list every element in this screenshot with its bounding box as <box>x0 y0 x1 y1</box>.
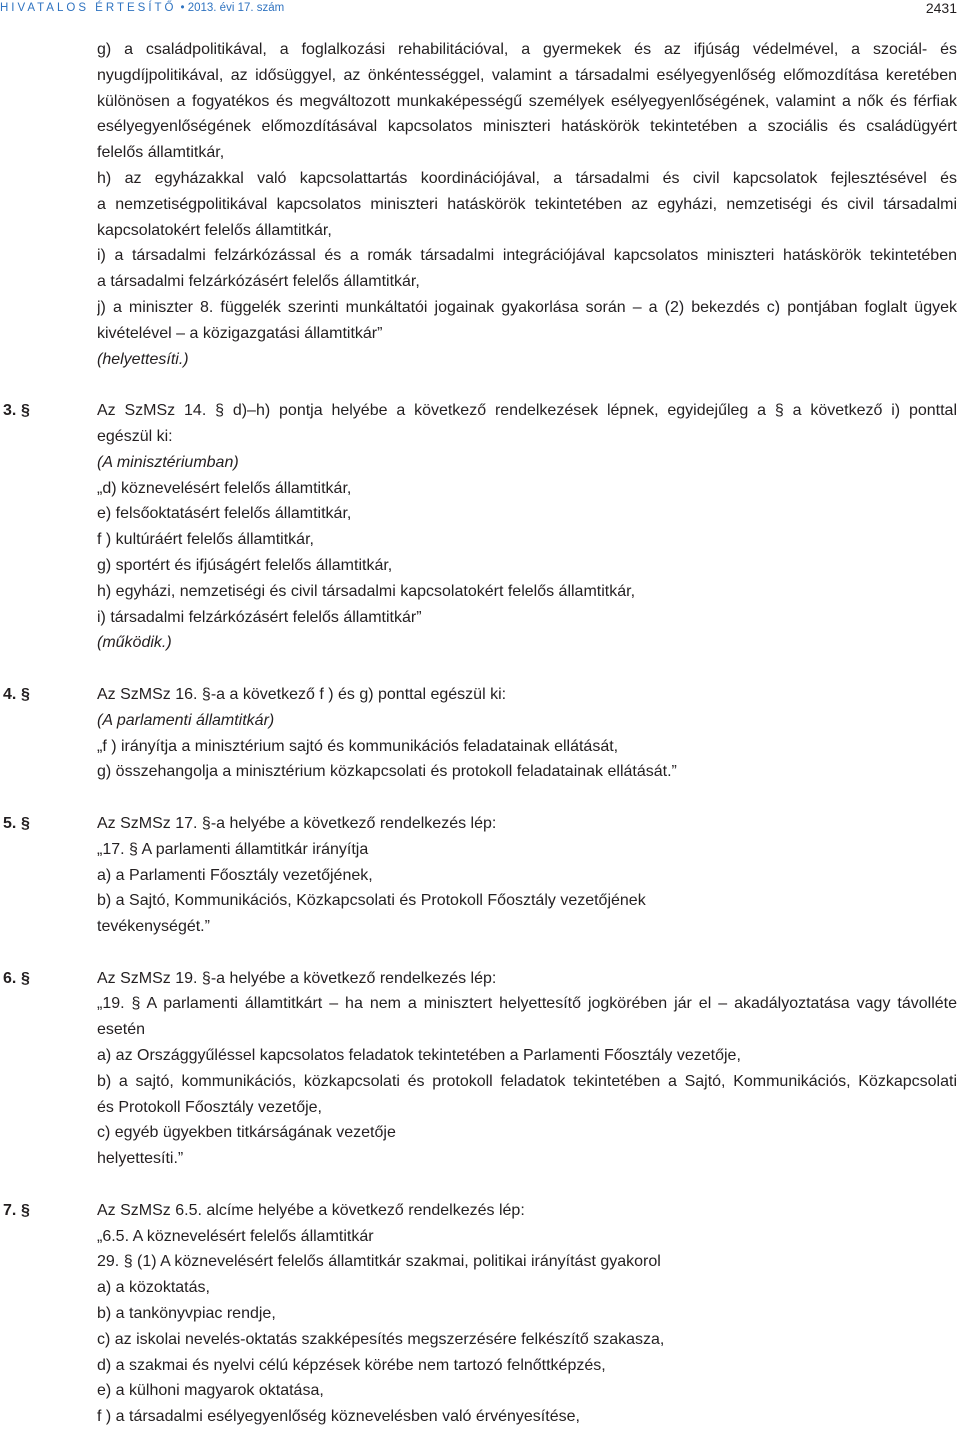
section-number: 4. <box>3 685 17 703</box>
provision-line: a) a közoktatás, <box>97 1279 210 1297</box>
section-4 <box>0 682 957 785</box>
provision-line: h) egyházi, nemzetiségi és civil társadalmi kapcsolatokért felelős államtitkár, <box>97 582 636 600</box>
provision-line: g) sportért és ifjúságért felelős államtitkár, <box>97 556 393 574</box>
section-7 <box>0 1198 957 1430</box>
text-line: j) a miniszter 8. függelék szerinti munkáltatói jogainak gyakorlása során – a (2) bekezdés c) pontjában foglalt ügyek <box>97 298 957 316</box>
section-symbol: § <box>21 685 30 703</box>
text-line: a nemzetiségpolitikával kapcsolatos miniszteri hatáskörök tekintetében az egyházi, nemzetiségi és civil társadalmi <box>97 195 957 213</box>
context-note: (A minisztériumban) <box>97 453 239 471</box>
text-line: kivételével – a közigazgatási államtitkár” <box>97 324 383 342</box>
page-header <box>0 0 960 18</box>
section-intro-line: Az SzMSz 6.5. alcíme helyébe a következő rendelkezés lép: <box>97 1201 525 1219</box>
provision-line: esetén <box>97 1021 146 1039</box>
section-number: 7. <box>3 1201 17 1219</box>
section-symbol: § <box>21 402 30 420</box>
provision-line: f ) a társadalmi esélyegyenlőség köznevelésben való érvényesítése, <box>97 1408 580 1426</box>
text-line: h) az egyházakkal való kapcsolattartás koordinációjával, a társadalmi és civil kapcsolatok fejlesztésével és <box>97 169 957 187</box>
editorial-note: (helyettesíti.) <box>97 350 189 368</box>
text-line: g) a családpolitikával, a foglalkozási rehabilitációval, a gyermekek és az ifjúság védelmével, a szociál- és <box>97 41 957 58</box>
provision-line: „6.5. A köznevelésért felelős államtitkár <box>97 1227 374 1245</box>
provision-line: „d) köznevelésért felelős államtitkár, <box>97 479 352 497</box>
text-line: felelős államtitkár, <box>97 144 225 162</box>
provision-line: c) az iskolai nevelés-oktatás szakképesítés megszerzésére felkészítő szakasza, <box>97 1330 665 1348</box>
provision-line: i) társadalmi felzárkózásért felelős államtitkár” <box>97 608 422 626</box>
provision-line: és Protokoll Főosztály vezetője, <box>97 1098 322 1116</box>
editorial-note: (működik.) <box>97 634 172 652</box>
section-symbol: § <box>21 814 30 832</box>
context-note: (A parlamenti államtitkár) <box>97 711 275 729</box>
list-item-i <box>97 243 957 295</box>
continued-list <box>0 37 957 372</box>
section-intro-line: Az SzMSz 14. § d)–h) pontja helyébe a következő rendelkezések lépnek, egyidejűleg a § a következő i) ponttal <box>97 402 957 420</box>
provision-line: d) a szakmai és nyelvi célú képzések körébe nem tartozó felnőttképzés, <box>97 1356 606 1374</box>
section-intro-line: egészül ki: <box>97 427 173 445</box>
provision-line: „19. § A parlamenti államtitkárt – ha nem a minisztert helyettesítő jogkörében jár el – akadályoztatása vagy távolléte <box>97 995 957 1013</box>
provision-line: 29. § (1) A köznevelésért felelős államtitkár szakmai, politikai irányítást gyakorol <box>97 1253 661 1271</box>
text-line: nyugdíjpolitikával, az idősüggyel, az önkéntességgel, valamint a társadalmi esélyegyenlőség előmozdítása keretében <box>97 66 957 84</box>
section-3 <box>0 398 957 656</box>
section-symbol: § <box>21 1201 30 1219</box>
provision-line: a) az Országgyűléssel kapcsolatos feladatok tekintetében a Parlamenti Főosztály vezetője, <box>97 1047 741 1065</box>
section-5 <box>0 811 957 940</box>
provision-line: „f ) irányítja a minisztérium sajtó és kommunikációs feladatainak ellátását, <box>97 737 619 755</box>
issue-info: • 2013. évi 17. szám <box>180 2 285 14</box>
section-intro-line: Az SzMSz 17. §-a helyébe a következő rendelkezés lép: <box>97 814 497 832</box>
text-line: esélyegyenlőségének előmozdításával kapcsolatos miniszteri hatáskörök tekintetében a szociális és családügyért <box>97 118 957 136</box>
provision-line: helyettesíti.” <box>97 1150 184 1168</box>
provision-line: c) egyéb ügyekben titkárságának vezetője <box>97 1124 396 1142</box>
provision-line: e) a külhoni magyarok oktatása, <box>97 1382 324 1400</box>
page-number: 2431 <box>925 0 957 16</box>
provision-line: b) a Sajtó, Kommunikációs, Közkapcsolati és Protokoll Főosztály vezetőjének <box>97 892 646 910</box>
document-body <box>0 37 960 1430</box>
list-item-g <box>97 37 957 166</box>
publication-title: HIVATALOS ÉRTESÍTŐ <box>0 2 177 14</box>
section-number: 6. <box>3 969 17 987</box>
section-intro-line: Az SzMSz 19. §-a helyébe a következő rendelkezés lép: <box>97 969 497 987</box>
text-line: kapcsolatokért felelős államtitkár, <box>97 221 332 239</box>
section-intro-line: Az SzMSz 16. §-a a következő f ) és g) ponttal egészül ki: <box>97 685 507 703</box>
provision-line: g) összehangolja a minisztérium közkapcsolati és protokoll feladatainak ellátását.” <box>97 763 677 781</box>
section-symbol: § <box>21 969 30 987</box>
text-line: i) a társadalmi felzárkózással és a romák társadalmi integrációjával kapcsolatos miniszteri hatáskörök tekintetében <box>97 247 957 265</box>
provision-line: e) felsőoktatásért felelős államtitkár, <box>97 505 352 523</box>
provision-line: b) a sajtó, kommunikációs, közkapcsolati és protokoll feladatok tekintetében a Sajtó, Kommunikációs, Közkapcsolati <box>97 1072 957 1090</box>
provision-line: tevékenységét.” <box>97 918 210 936</box>
section-number: 5. <box>3 814 17 832</box>
list-item-h <box>97 166 957 243</box>
provision-line: „17. § A parlamenti államtitkár irányítja <box>97 840 369 858</box>
text-line: különösen a fogyatékos és megváltozott munkaképességű személyek esélyegyenlőségének, valamint a nők és férfiak <box>97 92 957 110</box>
section-6 <box>0 966 957 1172</box>
list-item-j <box>97 295 957 347</box>
section-number: 3. <box>3 402 17 420</box>
provision-line: f ) kultúráért felelős államtitkár, <box>97 531 314 549</box>
provision-line: a) a Parlamenti Főosztály vezetőjének, <box>97 866 373 884</box>
text-line: a társadalmi felzárkózásért felelős államtitkár, <box>97 273 420 291</box>
provision-line: b) a tankönyvpiac rendje, <box>97 1305 276 1323</box>
